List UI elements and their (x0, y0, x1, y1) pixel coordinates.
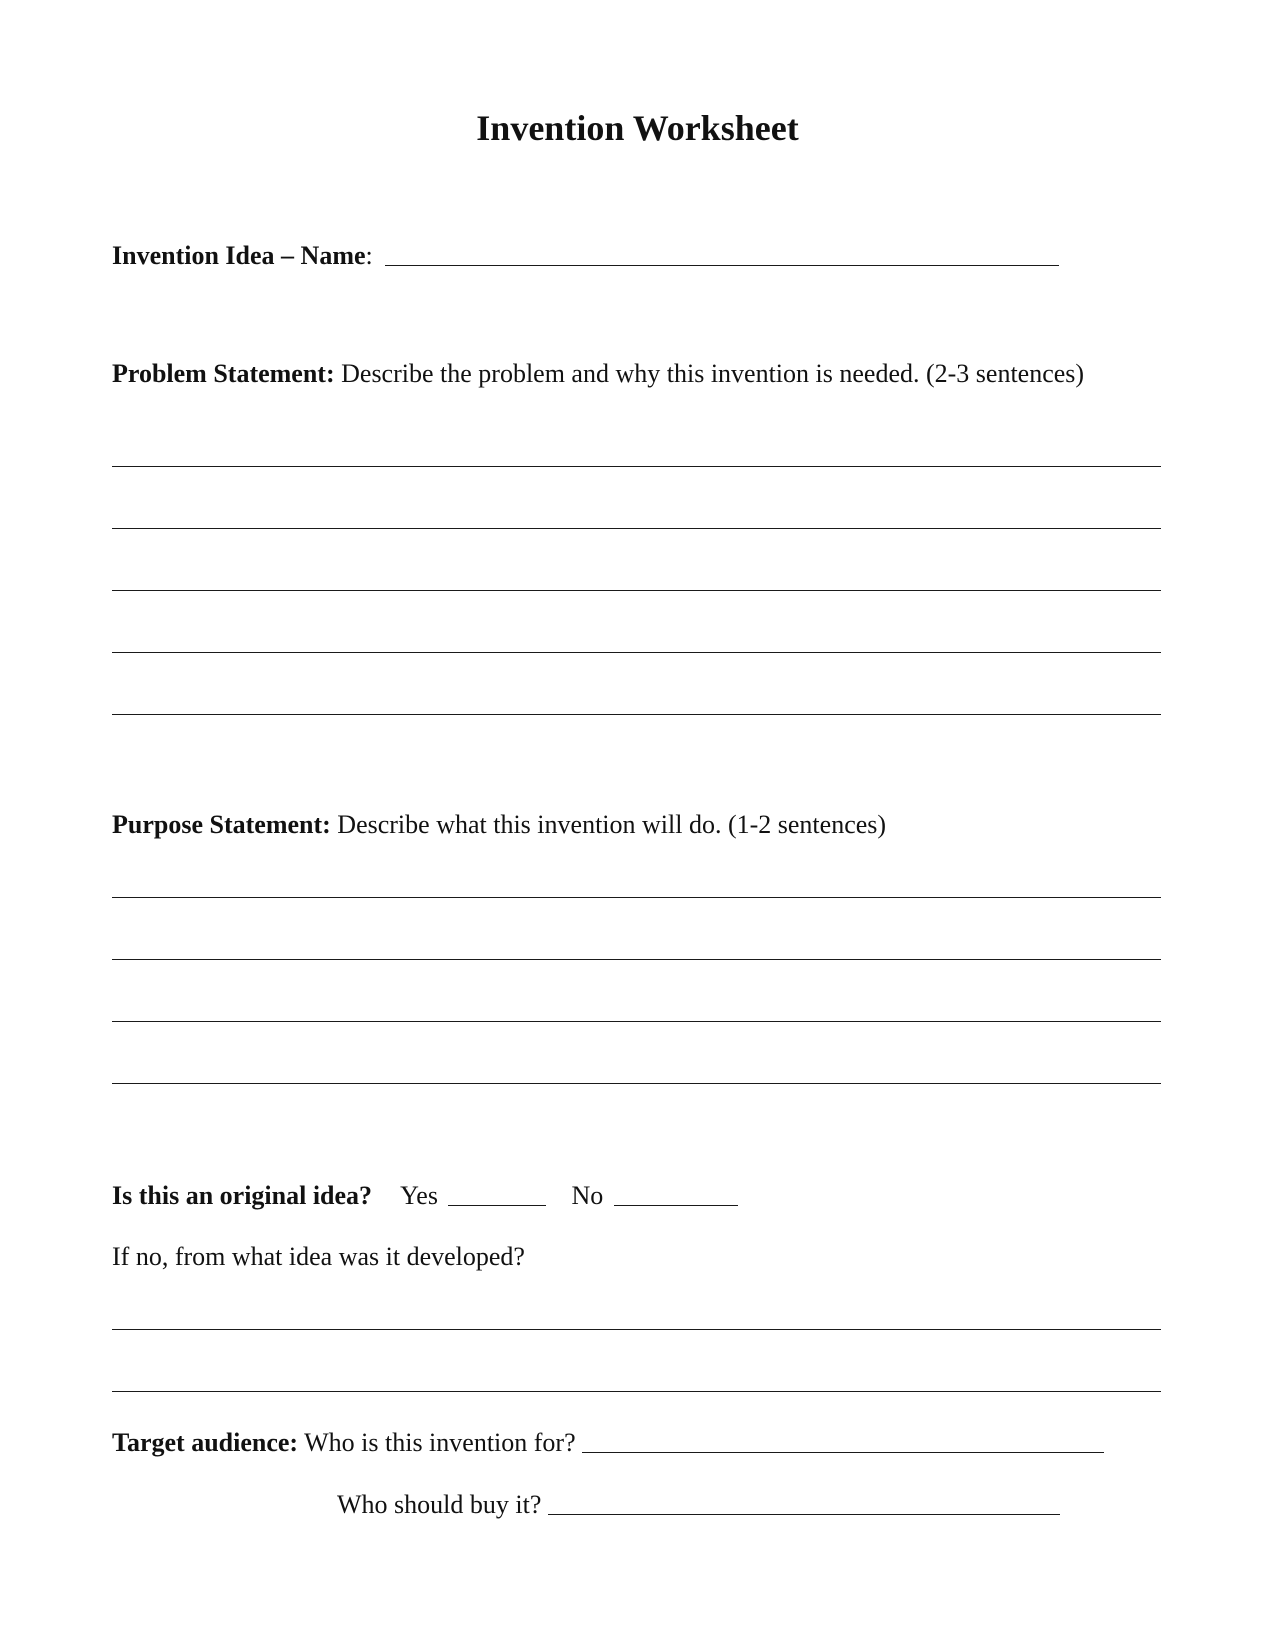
no-input-line[interactable] (614, 1204, 738, 1206)
purpose-answer-line-3[interactable] (112, 1021, 1161, 1022)
original-idea-row (112, 1180, 738, 1212)
problem-answer-line-2[interactable] (112, 528, 1161, 529)
purpose-label: Purpose Statement: (112, 810, 331, 839)
page-title: Invention Worksheet (476, 108, 799, 148)
original-label: Is this an original idea? (112, 1181, 373, 1210)
name-field-row (112, 240, 1059, 272)
name-colon: : (365, 241, 373, 270)
audience-label: Target audience: (112, 1428, 299, 1457)
purpose-answer-line-2[interactable] (112, 959, 1161, 960)
problem-statement-row (112, 358, 1084, 390)
original-followup: If no, from what idea was it developed? (112, 1242, 525, 1271)
name-label: Invention Idea – Name (112, 241, 366, 270)
purpose-statement-row (112, 809, 886, 841)
purpose-prompt: Describe what this invention will do. (1-2 sentences) (330, 810, 887, 839)
audience-who-for-line[interactable] (582, 1451, 1104, 1453)
developed-from-line-1[interactable] (112, 1329, 1161, 1330)
developed-from-line-2[interactable] (112, 1391, 1161, 1392)
buyer-row (337, 1489, 1060, 1521)
problem-answer-line-1[interactable] (112, 466, 1161, 467)
audience-question-who-buy: Who should buy it? (337, 1490, 548, 1519)
audience-who-buy-line[interactable] (548, 1513, 1060, 1515)
problem-label: Problem Statement: (112, 359, 335, 388)
no-label: No (571, 1181, 604, 1210)
target-audience-row (112, 1427, 1104, 1459)
problem-answer-line-5[interactable] (112, 714, 1161, 715)
problem-answer-line-3[interactable] (112, 590, 1161, 591)
purpose-answer-line-1[interactable] (112, 897, 1161, 898)
yes-input-line[interactable] (448, 1204, 546, 1206)
problem-answer-line-4[interactable] (112, 652, 1161, 653)
audience-question-who-for: Who is this invention for? (298, 1428, 583, 1457)
name-input-line[interactable] (385, 264, 1059, 266)
problem-prompt: Describe the problem and why this invention is needed. (2-3 sentences) (334, 359, 1085, 388)
yes-label: Yes (400, 1181, 438, 1210)
purpose-answer-line-4[interactable] (112, 1083, 1161, 1084)
